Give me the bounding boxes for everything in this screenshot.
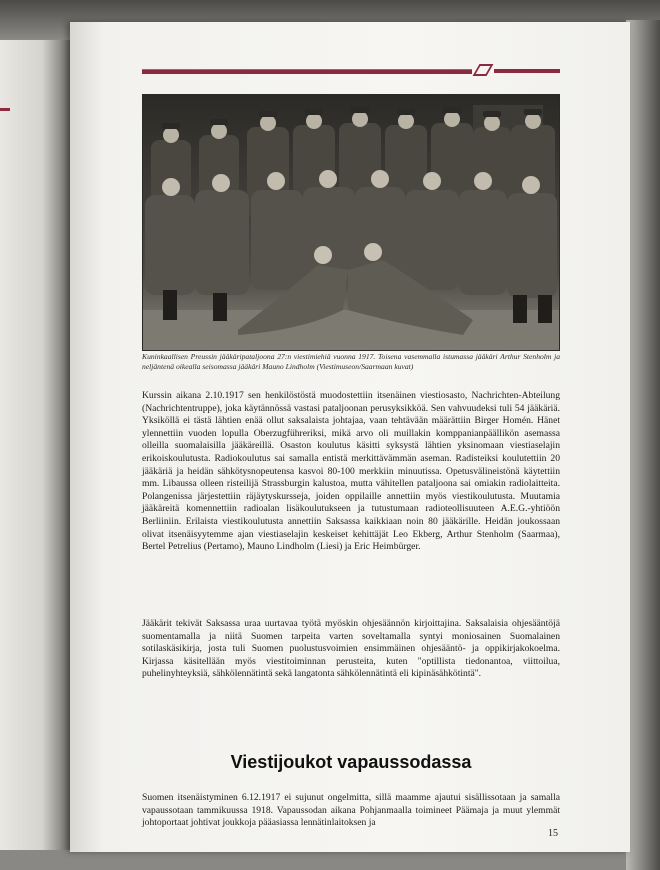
body-paragraph-1: Kurssin aikana 2.10.1917 sen henkilöstöstä muodostettiin itsenäinen viestiosasto, Nachrichten-Abteilung (Nachrichtentruppe), joka käytännössä vastasi pataljoonan perusyksikköä. Sen vahvuudeksi tuli 54 jääkäriä. Yksiköllä ei tästä lähtien enää ollut saksalaista johtajaa, vaan tehtävään määrättiin Birger Homén. Hänet ylennettiin vuoden lopulla Oberzugführeriksi, mikä arvo oli muillakin komppanianpäällikön asemassa olleilla suomalaisilla jääkäreillä. Osaston koulutus käsitti syksystä lähtien yksinomaan viestiaselajin erikoiskoulutusta. Radiokoulutus sai samalla entistä merkittävämmän aseman. Radisteiksi koulutettiin 20 jääkäriä ja heidän sähkötysnopeutensa kasvoi 80-100 merkkiin minuutissa. Opetusvälineistönä käytettiin mm. Libaussa olleen risteilijä Strassburgin kalustoa, mutta vähitellen pataljoona sai omiakin radiolaitteita. Polangenissa järjestettiin räjäytyskursseja, joiden oppilaille annettiin myös viestikoulutusta. Muutamia jääkäreitä komennettiin radioalan lisäkoulutukseen ja tutustumaan radioteollisuuteen A.E.G.-yhtiöön Berliiniin. Erilaista viestikoulutusta annettiin Saksassa kaikkiaan noin 80 jääkärille. Heidän joukossaan olivat itsenäisyytemme ajan viestiaselajin keskeiset kehittäjät Leo Ekberg, Arthur Stenholm (Saarmaa), Bertel Petrelius (Pertamo), Mauno Lindholm (Liesi) ja Eric Heimbürger. — [142, 390, 560, 553]
historical-group-photo — [142, 94, 560, 351]
body-paragraph-2: Jääkärit tekivät Saksassa uraa uurtavaa työtä myöskin ohjesäännön kirjoittajina. Saksalaisia ohjesääntöjä suomentamalla ja niitä Suomen tarpeita varten soveltamalla syntyi moniosainen Suomalainen sotilaskäsikirja, josta tuli Suomen puolustusvoimien ensimmäinen ohjesääntö- ja oppikirjakokoelma. Kirjassa käsitellään myös viestitoiminnan perusteita, kuten "optillista tiedonantoa, viittoilua, puhelinyhteyksiä, sähkölennätintä sekä langatonta sähkölennätintä eli kipinäsähkötintä". — [142, 618, 560, 680]
header-decorative-rule — [142, 66, 560, 76]
header-rule-right — [494, 69, 560, 73]
scan-right-shadow — [626, 20, 660, 870]
section-paragraph: Suomen itsenäistyminen 6.12.1917 ei sujunut ongelmitta, sillä maamme ajautui sisällissotaan ja samalla vapaussotaan tammikuussa 1918. Vapaussodan aikana Pohjanmaalla toimineet Päämaja ja muut ylemmät johtoportaat johtivat joukkoja pääasiassa lennätinlaitoksen ja — [142, 792, 560, 829]
facing-page-rule — [0, 108, 10, 111]
facing-page-edge — [0, 40, 70, 850]
group-photo-illustration — [143, 95, 559, 350]
header-rule-knot — [473, 64, 494, 76]
section-heading: Viestijoukot vapaussodassa — [230, 752, 472, 772]
page-number: 15 — [548, 828, 558, 839]
book-page — [70, 22, 630, 852]
header-rule-left — [142, 69, 472, 74]
photo-caption: Kuninkaallisen Preussin jääkäripataljoona 27:n viestimiehiä vuonna 1917. Toisena vasemmalla istumassa jääkäri Arthur Stenholm ja neljäntenä oikealla seisomassa jääkäri Mauno Lindholm (Viestimuseon/Saarmaan kuvat) — [142, 352, 560, 371]
